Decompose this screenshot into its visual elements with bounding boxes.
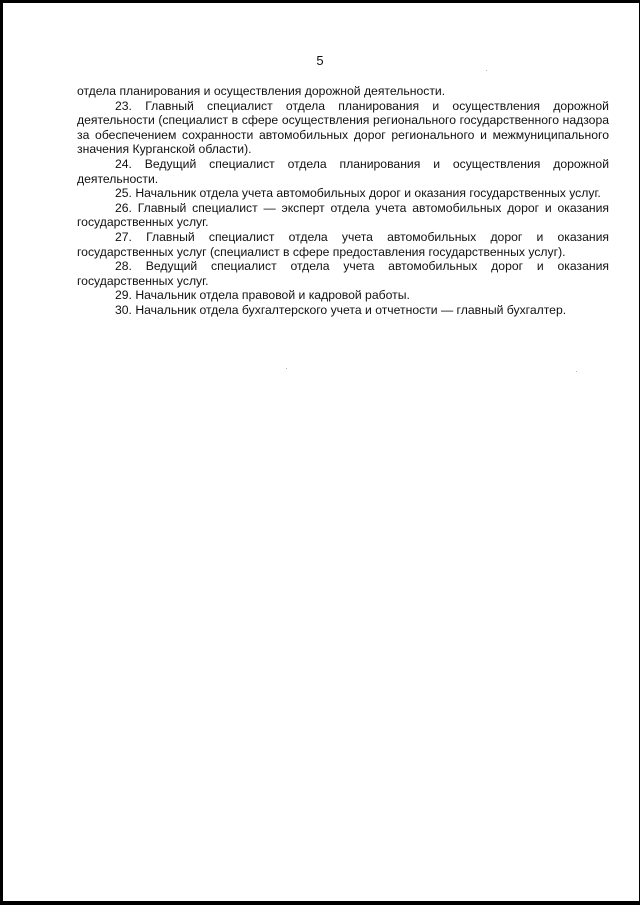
list-item-30: 30. Начальник отдела бухгалтерского учета и отчетности — главный бухгалтер. bbox=[115, 302, 567, 317]
scan-speck bbox=[486, 70, 487, 71]
list-item-27: 27. Главный специалист отдела учета автомобильных дорог и оказания государственных услуг (специалист в сфере предоставления государственных услуг). bbox=[77, 229, 609, 259]
page-number: 5 bbox=[316, 53, 324, 68]
list-item-24: 24. Ведущий специалист отдела планирования и осуществления дорожной деятельности. bbox=[77, 156, 609, 186]
paragraph-continuation: отдела планирования и осуществления дорожной деятельности. bbox=[77, 84, 446, 98]
list-item-25: 25. Начальник отдела учета автомобильных дорог и оказания государственных услуг. bbox=[115, 186, 601, 201]
list-item-28: 28. Ведущий специалист отдела учета автомобильных дорог и оказания государственных услуг. bbox=[77, 259, 609, 288]
list-item-29: 29. Начальник отдела правовой и кадровой работы. bbox=[115, 288, 410, 303]
scan-speck bbox=[286, 368, 287, 369]
document-body bbox=[77, 84, 609, 318]
list-item-23: 23. Главный специалист отдела планирования и осуществления дорожной деятельности (специалист в сфере осуществления регионального государственного надзора за обеспечением сохранности автомобильных дорог регионального и межмуниципального значения Курганской области). bbox=[77, 98, 609, 157]
scan-speck bbox=[576, 371, 577, 372]
list-item-26: 26. Главный специалист — эксперт отдела учета автомобильных дорог и оказания государственных услуг. bbox=[77, 200, 609, 230]
